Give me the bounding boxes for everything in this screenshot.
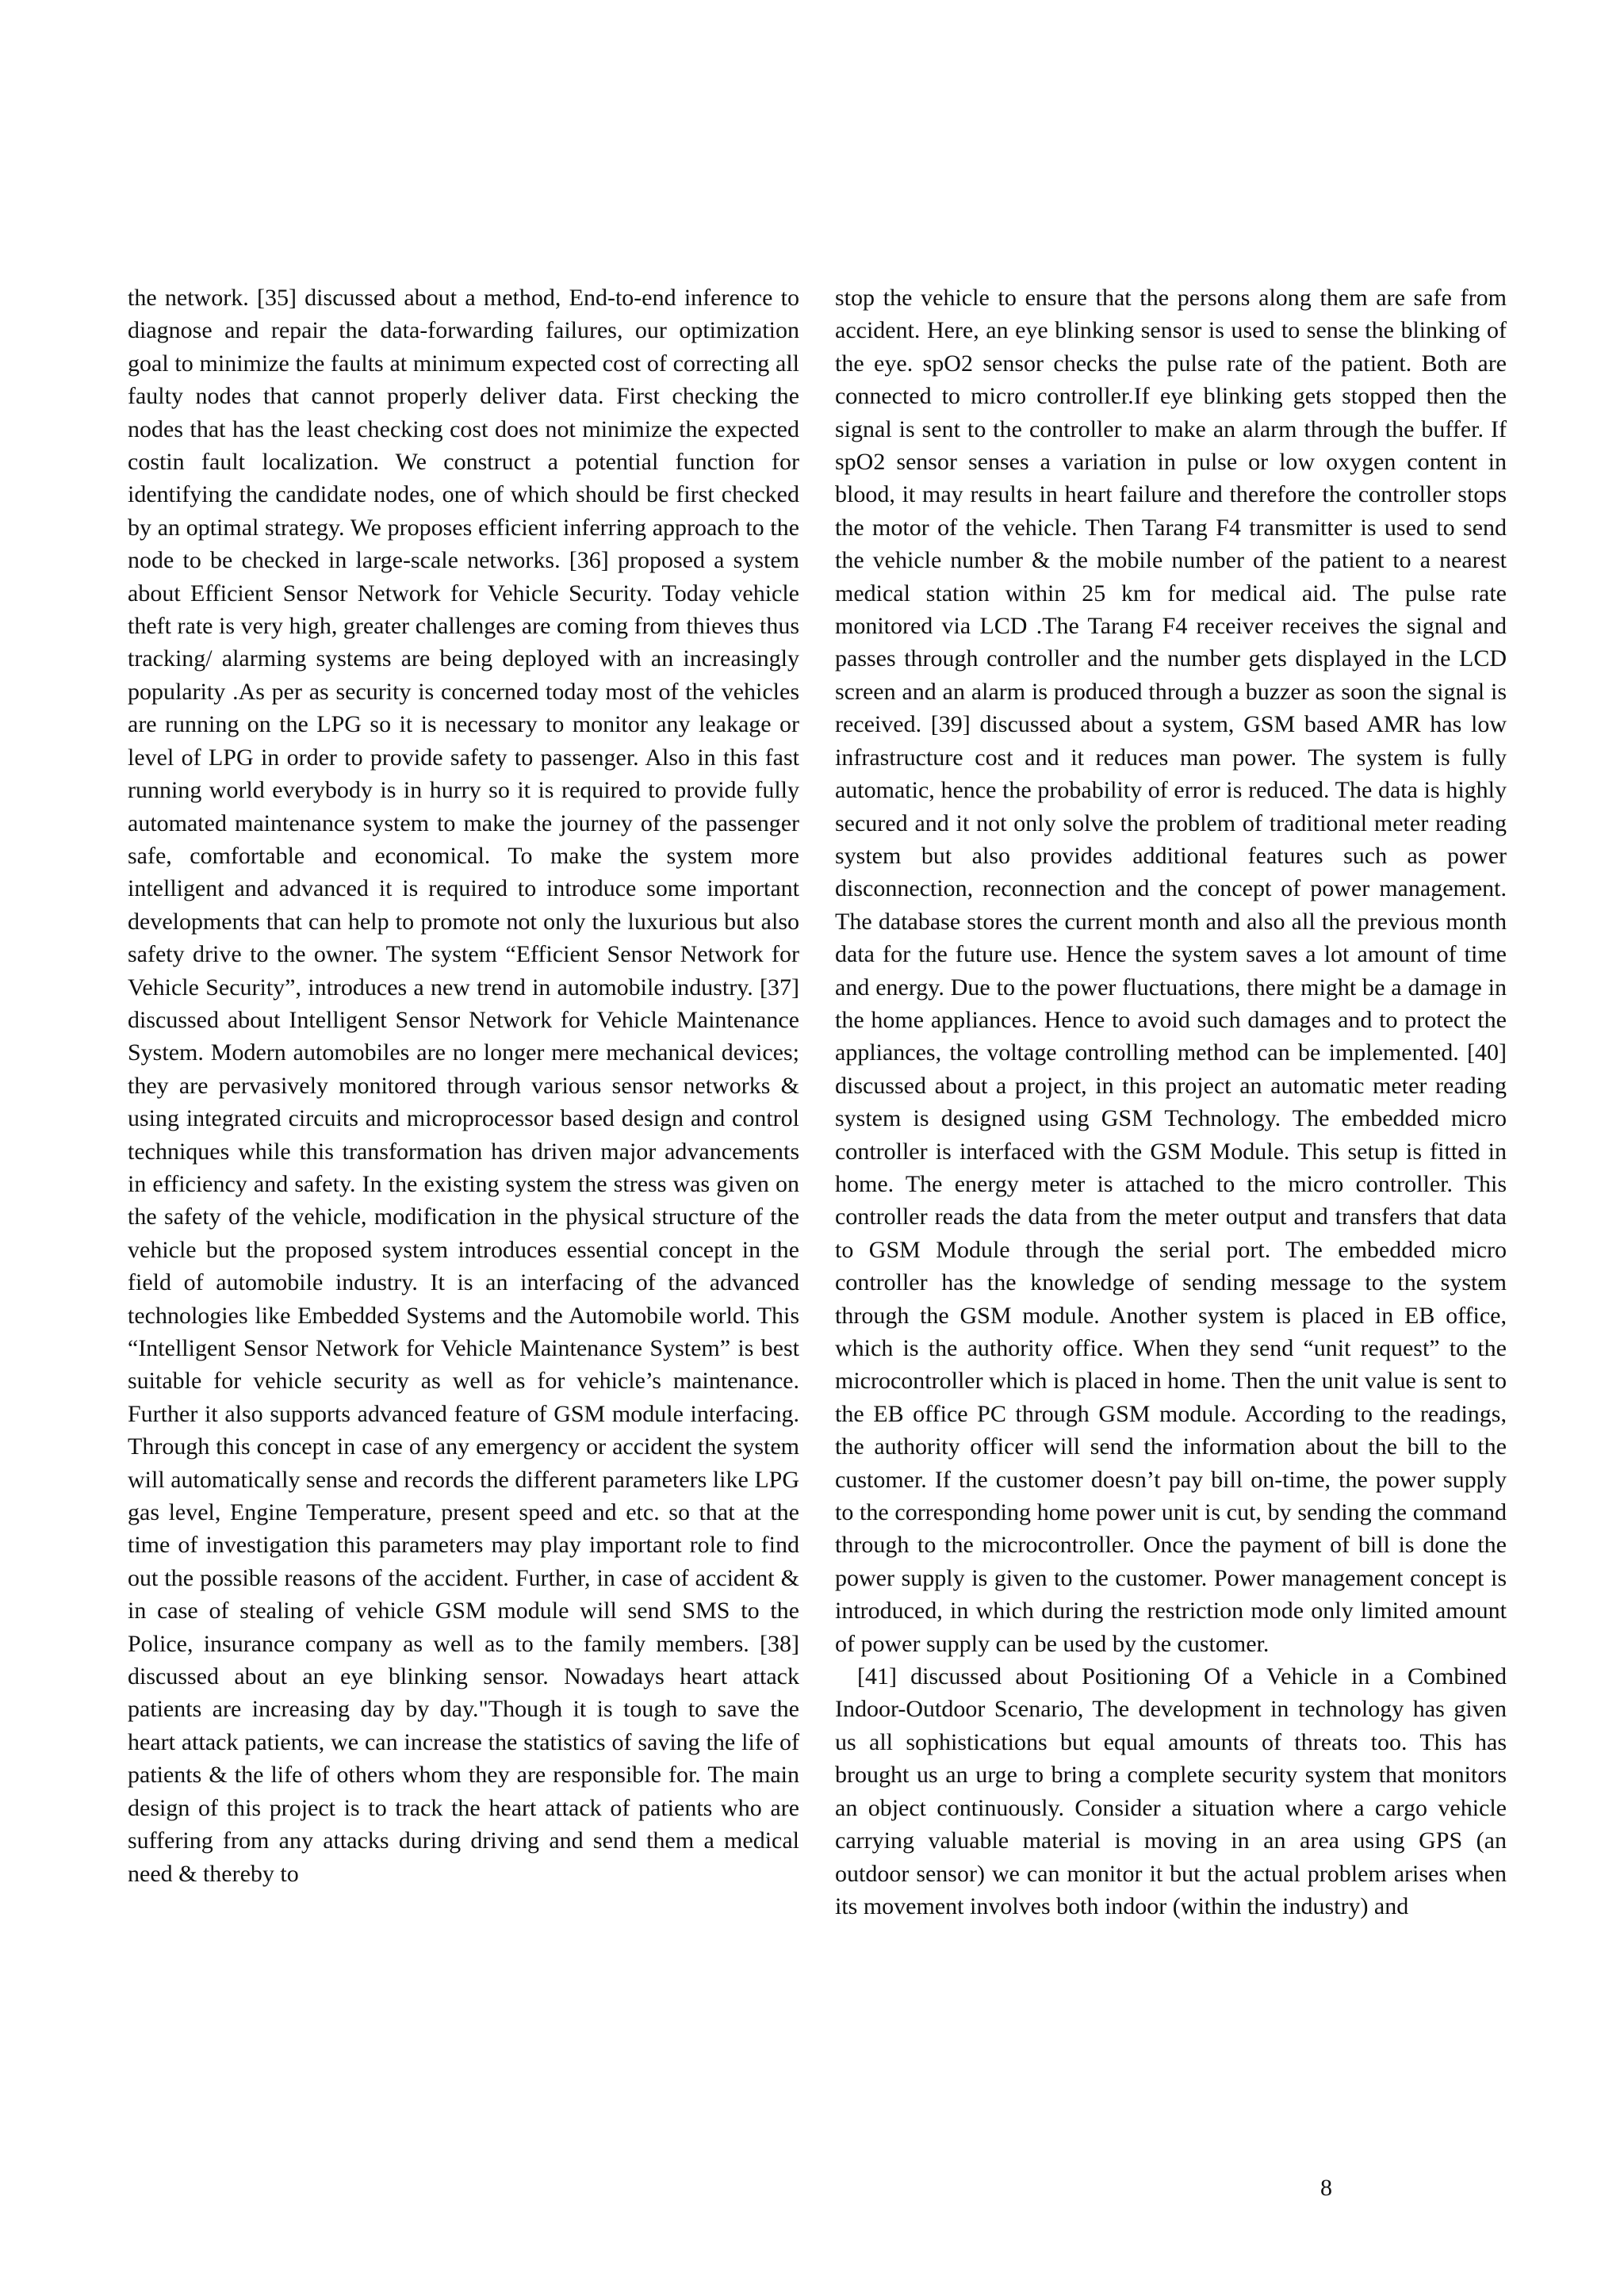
left-text-column bbox=[128, 281, 799, 1890]
body-paragraph: [41] discussed about Positioning Of a Vehicle in a Combined Indoor-Outdoor Scenario, The development in technology has given us all sophistications but equal amounts of threats too. This has brought us an urge to bring a complete security system that monitors an object continuously. Consider a situation where a cargo vehicle carrying valuable material is moving in an area using GPS (an outdoor sensor) we can monitor it but the actual problem arises when its movement involves both indoor (within the industry) and bbox=[835, 1663, 1507, 1919]
page-number: 8 bbox=[1320, 2175, 1332, 2201]
body-paragraph: stop the vehicle to ensure that the persons along them are safe from accident. Here, an eye blinking sensor is used to sense the blinking of the eye. spO2 sensor checks the pulse rate of the patient. Both are connected to micro controller.If eye blinking gets stopped then the signal is sent to the controller to make an alarm through the buffer. If spO2 sensor senses a variation in pulse or low oxygen content in blood, it may results in heart failure and therefore the controller stops the motor of the vehicle. Then Tarang F4 transmitter is used to send the vehicle number & the mobile number of the patient to a nearest medical station within 25 km for medical aid. The pulse rate monitored via LCD .The Tarang F4 receiver receives the signal and passes through controller and the number gets displayed in the LCD screen and an alarm is produced through a buzzer as soon the signal is received. [39] discussed about a system, GSM based AMR has low infrastructure cost and it reduces man power. The system is fully automatic, hence the probability of error is reduced. The data is highly secured and it not only solve the problem of traditional meter reading system but also provides additional features such as power disconnection, reconnection and the concept of power management. The database stores the current month and also all the previous month data for the future use. Hence the system saves a lot amount of time and energy. Due to the power fluctuations, there might be a damage in the home appliances. Hence to avoid such damages and to protect the appliances, the voltage controlling method can be implemented. [40] discussed about a project, in this project an automatic meter reading system is designed using GSM Technology. The embedded micro controller is interfaced with the GSM Module. This setup is fitted in home. The energy meter is attached to the micro controller. This controller reads the data from the meter output and transfers that data to GSM Module through the serial port. The embedded micro controller has the knowledge of sending message to the system through the GSM module. Another system is placed in EB office, which is the authority office. When they send “unit request” to the microcontroller which is placed in home. Then the unit value is sent to the EB office PC through GSM module. According to the readings, the authority officer will send the information about the bill to the customer. If the customer doesn’t pay bill on-time, the power supply to the corresponding home power unit is cut, by sending the command through to the microcontroller. Once the payment of bill is done the power supply is given to the customer. Power management concept is introduced, in which during the restriction mode only limited amount of power supply can be used by the customer. bbox=[835, 285, 1507, 1657]
right-text-column bbox=[835, 281, 1507, 1923]
body-paragraph: the network. [35] discussed about a method, End-to-end inference to diagnose and repair the data-forwarding failures, our optimization goal to minimize the faults at minimum expected cost of correcting all faulty nodes that cannot properly deliver data. First checking the nodes that has the least checking cost does not minimize the expected costin fault localization. We construct a potential function for identifying the candidate nodes, one of which should be first checked by an optimal strategy. We proposes efficient inferring approach to the node to be checked in large-scale networks. [36] proposed a system about Efficient Sensor Network for Vehicle Security. Today vehicle theft rate is very high, greater challenges are coming from thieves thus tracking/ alarming systems are being deployed with an increasingly popularity .As per as security is concerned today most of the vehicles are running on the LPG so it is necessary to monitor any leakage or level of LPG in order to provide safety to passenger. Also in this fast running world everybody is in hurry so it is required to provide fully automated maintenance system to make the journey of the passenger safe, comfortable and economical. To make the system more intelligent and advanced it is required to introduce some important developments that can help to promote not only the luxurious but also safety drive to the owner. The system “Efficient Sensor Network for Vehicle Security”, introduces a new trend in automobile industry. [37] discussed about Intelligent Sensor Network for Vehicle Maintenance System. Modern automobiles are no longer mere mechanical devices; they are pervasively monitored through various sensor networks & using integrated circuits and microprocessor based design and control techniques while this transformation has driven major advancements in efficiency and safety. In the existing system the stress was given on the safety of the vehicle, modification in the physical structure of the vehicle but the proposed system introduces essential concept in the field of automobile industry. It is an interfacing of the advanced technologies like Embedded Systems and the Automobile world. This “Intelligent Sensor Network for Vehicle Maintenance System” is best suitable for vehicle security as well as for vehicle’s maintenance. Further it also supports advanced feature of GSM module interfacing. Through this concept in case of any emergency or accident the system will automatically sense and records the different parameters like LPG gas level, Engine Temperature, present speed and etc. so that at the time of investigation this parameters may play important role to find out the possible reasons of the accident. Further, in case of accident & in case of stealing of vehicle GSM module will send SMS to the Police, insurance company as well as to the family members. [38] discussed about an eye blinking sensor. Nowadays heart attack patients are increasing day by day."Though it is tough to save the heart attack patients, we can increase the statistics of saving the life of patients & the life of others whom they are responsible for. The main design of this project is to track the heart attack of patients who are suffering from any attacks during driving and send them a medical need & thereby to bbox=[128, 285, 799, 1887]
